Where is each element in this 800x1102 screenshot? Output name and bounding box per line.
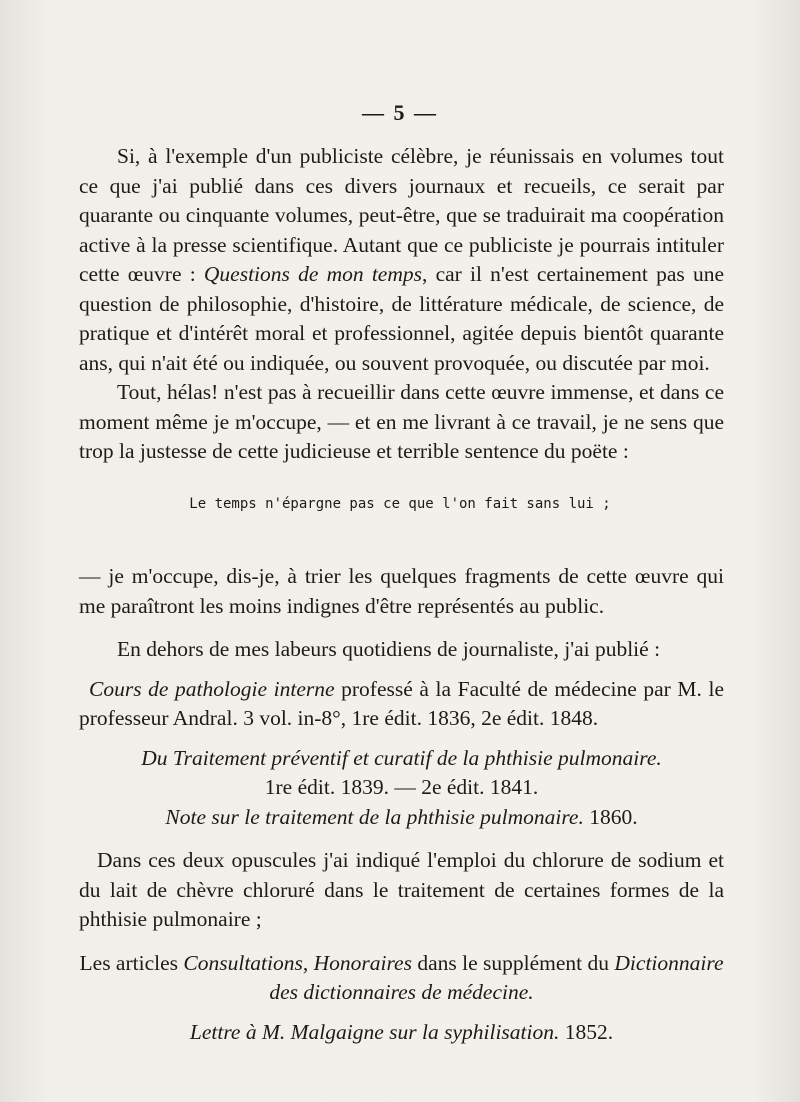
letter-year: 1852.: [559, 1019, 614, 1044]
work-3-title: Note sur le traitement de la phthisie pulmonaire.: [165, 804, 584, 829]
work-1-details: professé à la Faculté de médecine par M. le professeur Andral. 3 vol. in-8°, 1re édit. 1836, 2e édit. 1848.: [79, 676, 724, 730]
paragraph-6: [79, 949, 724, 1008]
letter-title: Lettre à M. Malgaigne sur la syphilisation.: [189, 1019, 560, 1044]
paragraph-6-part1: Les articles: [79, 950, 184, 975]
paragraph-1-part2: , car il n'est certainement pas une question de philosophie, d'histoire, de littérature médicale, de science, de pratique et d'intérêt moral et professionnel, agitée depuis bientôt quarante ans, qui n'ait été ou indiquée, ou souvent provoquée, ou discutée par moi.: [79, 262, 724, 375]
work-1-title: Cours de pathologie interne: [89, 676, 335, 701]
page-number: — 5 —: [362, 100, 438, 125]
body-text-upper: [79, 142, 724, 467]
work-1: [79, 675, 724, 734]
paragraph-1: [79, 142, 724, 378]
body-text-lower: [79, 562, 724, 1047]
work-2-details: 1re édit. 1839. — 2e édit. 1841.: [264, 775, 539, 799]
work-2-title: Du Traitement préventif et curatif de la phthisie pulmonaire.: [141, 745, 662, 770]
paragraph-6-title-2: Honoraires: [313, 950, 412, 975]
paragraph-6-title-1: Consultations: [183, 950, 303, 975]
paragraph-6-part2: dans le supplément du: [411, 950, 615, 975]
work-2: [79, 744, 724, 803]
paragraph-6-sep: ,: [302, 950, 314, 975]
paragraph-5: Dans ces deux opuscules j'ai indiqué l'emploi du chlorure de sodium et du lait de chèvre chloruré dans le traitement de certaines formes de la phthisie pulmonaire ;: [79, 848, 724, 931]
paragraph-2: Tout, hélas! n'est pas à recueillir dans cette œuvre immense, et dans ce moment même je m'occupe, — et en me livrant à ce travail, je ne sens que trop la justesse de cette judicieuse et terrible sentence du poëte :: [79, 380, 724, 463]
poet-quote: Le temps n'épargne pas ce que l'on fait sans lui ;: [189, 496, 611, 512]
work-3-details: 1860.: [583, 804, 638, 829]
paragraph-1-part1: Si, à l'exemple d'un publiciste célèbre, je réunissais en volumes tout ce que j'ai publié dans ces divers journaux et recueils, ce serait par quarante ou cinquante volumes, peut-être, que se traduirait ma coopération active à la presse scientifique. Autant que ce publiciste je pourrais intituler cette œuvre :: [79, 144, 724, 286]
paragraph-4: En dehors de mes labeurs quotidiens de journaliste, j'ai publié :: [117, 637, 661, 661]
paragraph-3: — je m'occupe, dis-je, à trier les quelques fragments de cette œuvre qui me paraîtront les moins indignes d'être représentés au public.: [79, 564, 724, 618]
work-3: [79, 803, 724, 833]
paragraph-6-title-3: Dictionnaire des dictionnaires de médecine.: [269, 950, 724, 1004]
paragraph-1-title: Questions de mon temps: [203, 262, 422, 286]
letter-entry: [79, 1018, 724, 1048]
